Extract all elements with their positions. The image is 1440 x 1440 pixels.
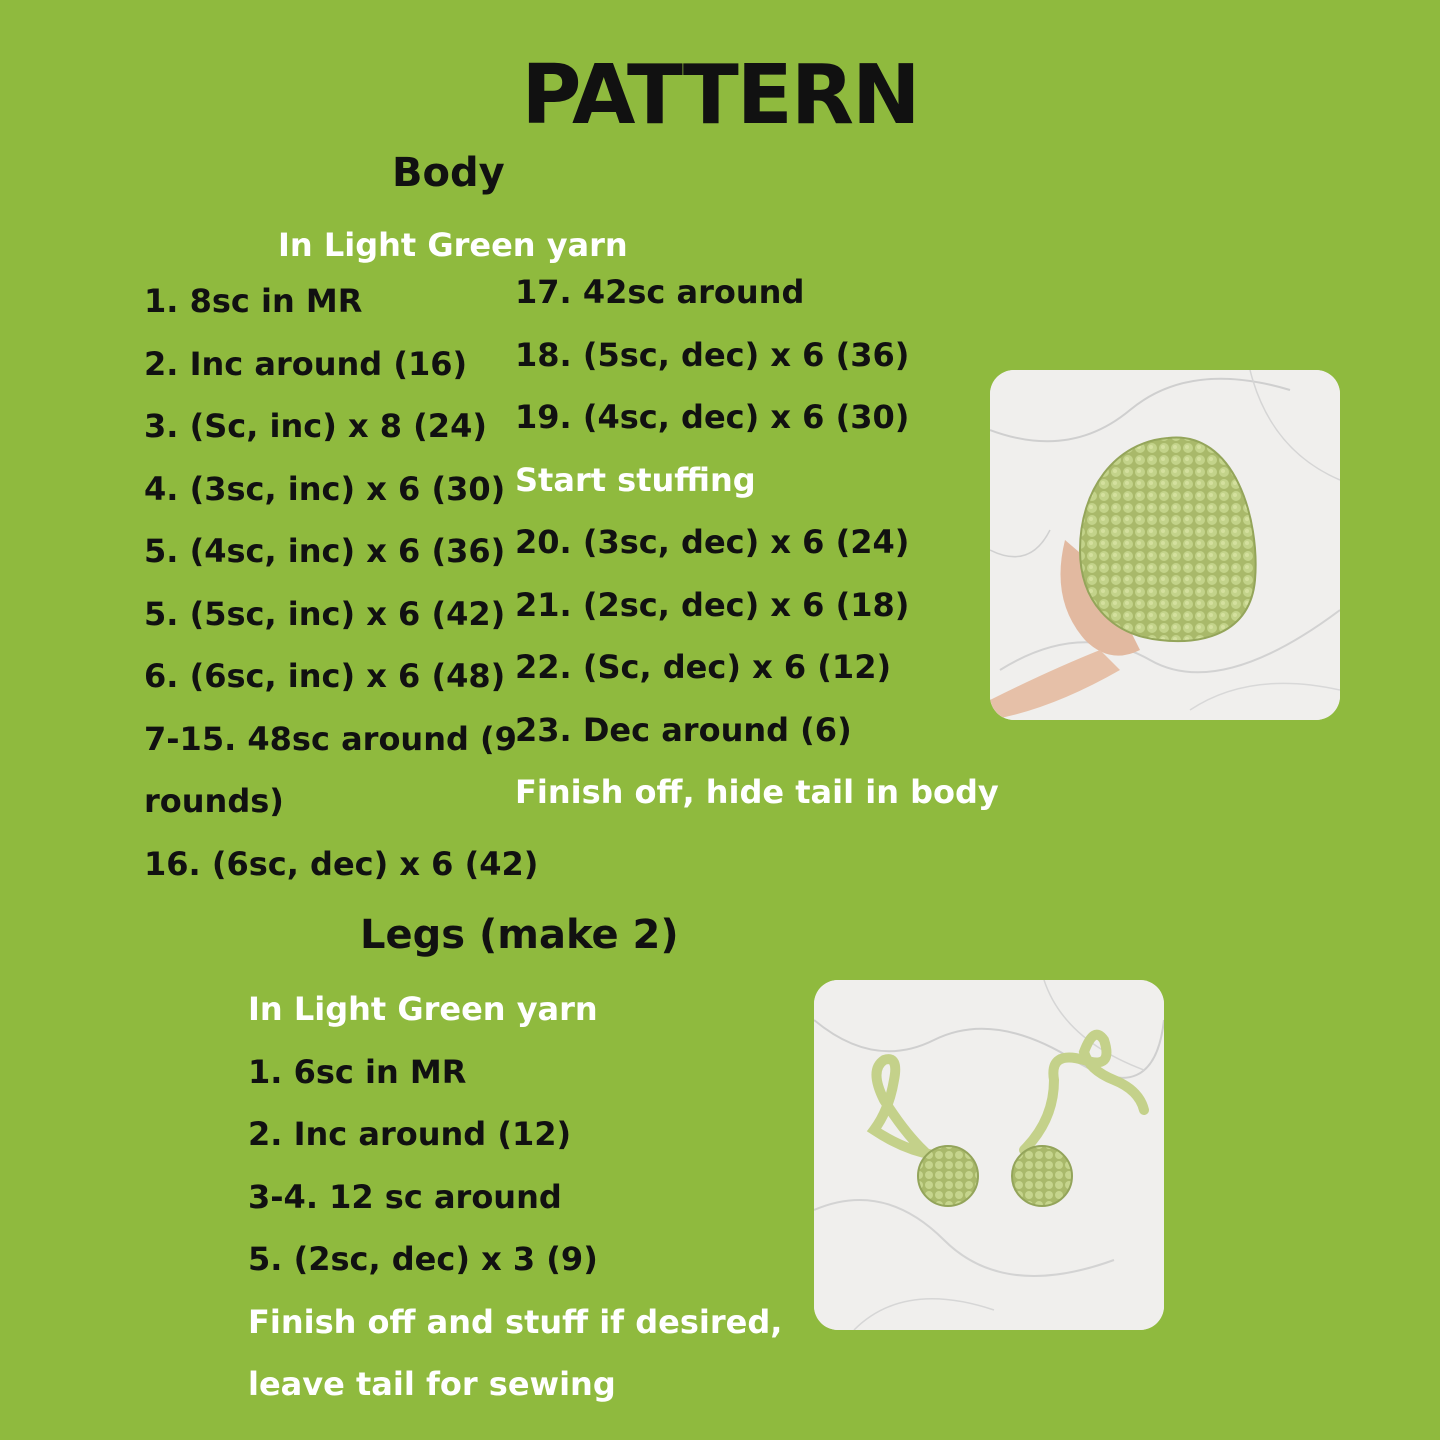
legs-photo — [814, 980, 1164, 1330]
list-item: 6. (6sc, inc) x 6 (48) — [144, 657, 506, 695]
list-item: 3. (Sc, inc) x 8 (24) — [144, 407, 487, 445]
list-item: 21. (2sc, dec) x 6 (18) — [515, 585, 910, 624]
list-item-note: Finish off, hide tail in body — [515, 773, 999, 811]
list-item-note: Start stuffing — [515, 460, 756, 499]
list-item: 5. (5sc, inc) x 6 (42) — [144, 594, 506, 633]
list-item: 18. (5sc, dec) x 6 (36) — [515, 335, 910, 374]
list-item: 3-4. 12 sc around — [248, 1177, 562, 1216]
list-item: 5. (2sc, dec) x 3 (9) — [248, 1240, 598, 1278]
list-item: 20. (3sc, dec) x 6 (24) — [515, 523, 910, 561]
legs-steps — [248, 978, 782, 1416]
list-item: 2. Inc around (16) — [144, 344, 468, 383]
list-item: rounds) — [144, 782, 284, 820]
list-item: 17. 42sc around — [515, 273, 805, 311]
body-steps-left — [144, 270, 538, 895]
body-heading: Body — [392, 150, 505, 196]
body-yarn-note: In Light Green yarn — [278, 226, 628, 264]
list-item-note: Finish off and stuff if desired, — [248, 1302, 783, 1341]
list-item: 7-15. 48sc around (9 — [144, 719, 517, 758]
list-item: 1. 6sc in MR — [248, 1052, 467, 1091]
list-item: 23. Dec around (6) — [515, 710, 852, 749]
list-item: 5. (4sc, inc) x 6 (36) — [144, 532, 506, 570]
list-item: 22. (Sc, dec) x 6 (12) — [515, 648, 892, 686]
legs-yarn-note: In Light Green yarn — [248, 990, 598, 1028]
list-item: 19. (4sc, dec) x 6 (30) — [515, 398, 910, 436]
list-item: 1. 8sc in MR — [144, 282, 363, 320]
list-item-note: leave tail for sewing — [248, 1365, 616, 1403]
list-item: 16. (6sc, dec) x 6 (42) — [144, 844, 539, 883]
list-item: 2. Inc around (12) — [248, 1115, 572, 1153]
list-item: 4. (3sc, inc) x 6 (30) — [144, 469, 506, 508]
body-steps-right — [515, 261, 999, 824]
legs-heading: Legs (make 2) — [360, 912, 679, 958]
body-photo — [990, 370, 1340, 720]
page-title: PATTERN — [521, 48, 919, 143]
